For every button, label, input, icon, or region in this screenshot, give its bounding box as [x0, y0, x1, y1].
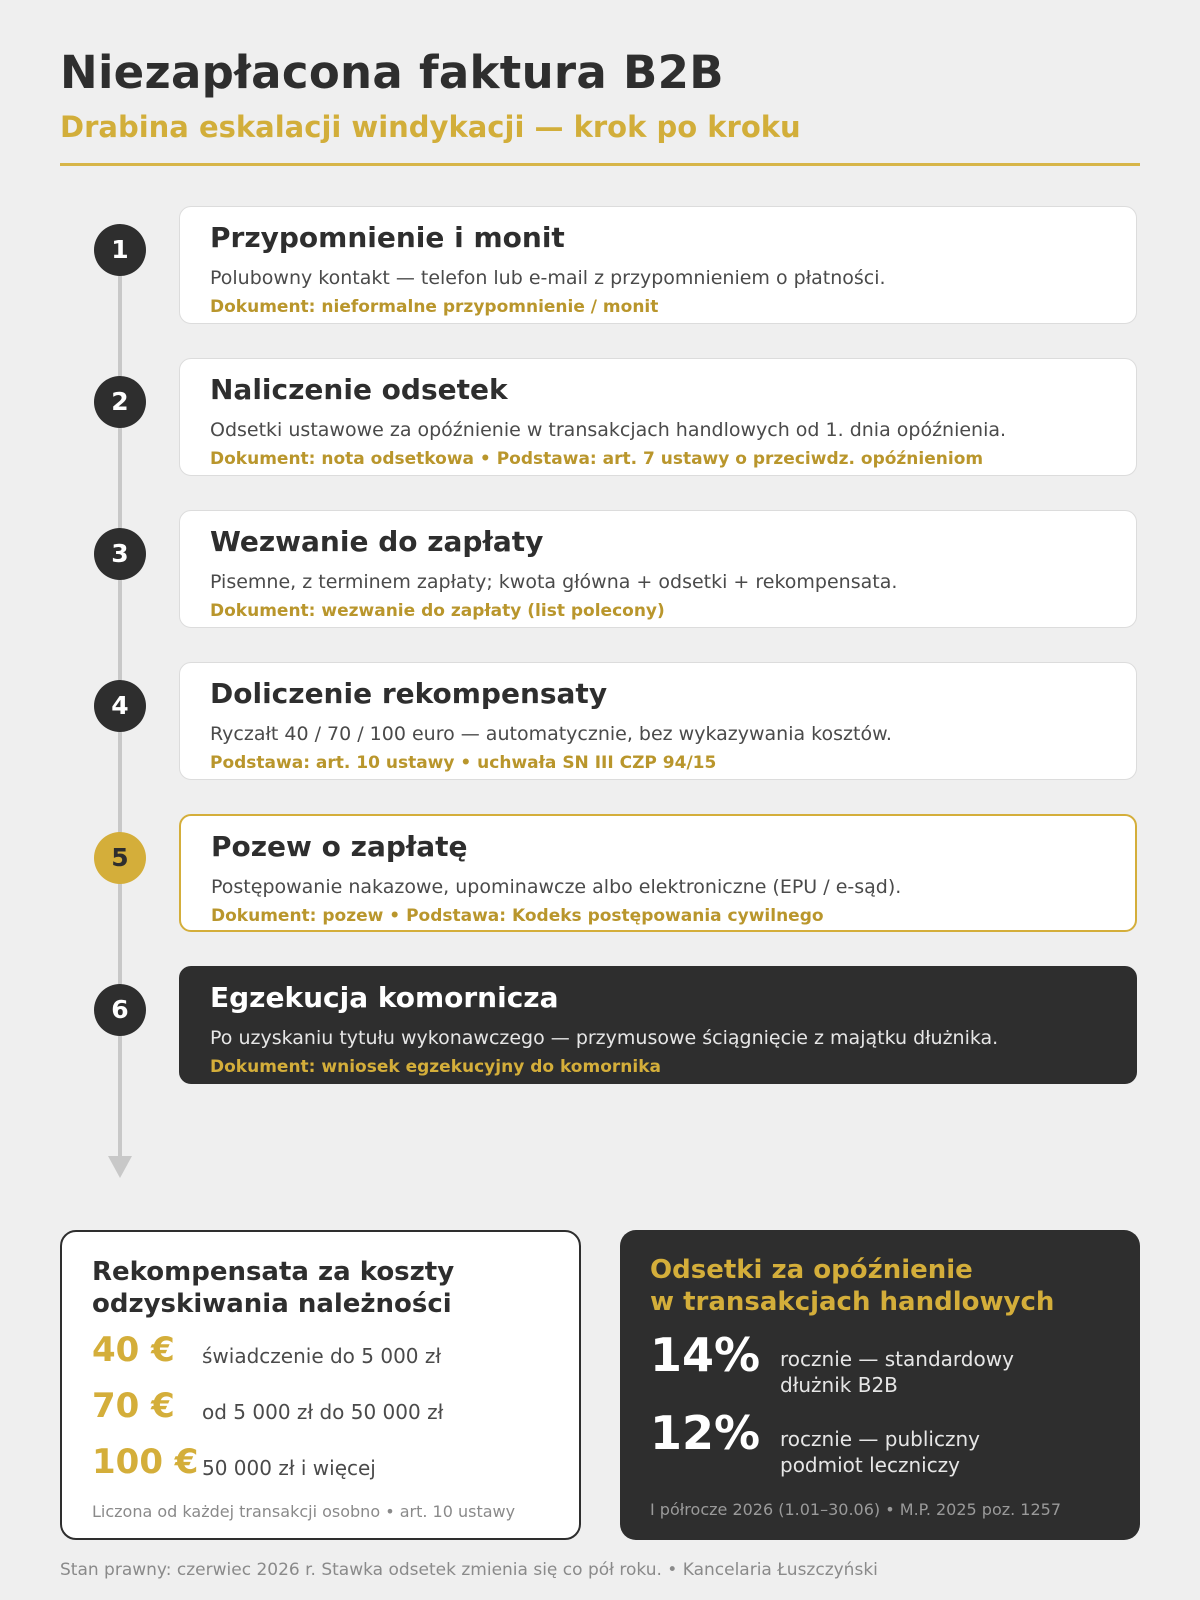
step-card-6	[179, 966, 1137, 1084]
step-document: Dokument: pozew • Podstawa: Kodeks postępowania cywilnego	[211, 906, 824, 926]
step-description: Polubowny kontakt — telefon lub e-mail z przypomnieniem o płatności.	[210, 267, 886, 289]
step-number-3: 3	[94, 528, 146, 580]
step-document: Dokument: wniosek egzekucyjny do komornika	[210, 1057, 661, 1077]
compensation-amount: 70 €	[92, 1386, 175, 1426]
compensation-box	[60, 1230, 581, 1540]
compensation-tier-desc: od 5 000 zł do 50 000 zł	[202, 1400, 444, 1424]
step-number-6: 6	[94, 984, 146, 1036]
interest-title-line: Odsetki za opóźnienie	[650, 1255, 973, 1285]
interest-rate: 14%	[650, 1328, 761, 1382]
step-title: Doliczenie rekompensaty	[210, 677, 608, 710]
step-card-4	[179, 662, 1137, 780]
step-description: Postępowanie nakazowe, upominawcze albo elektroniczne (EPU / e-sąd).	[211, 876, 902, 898]
step-description: Odsetki ustawowe za opóźnienie w transakcjach handlowych od 1. dnia opóźnienia.	[210, 419, 1007, 441]
step-document: Dokument: nota odsetkowa • Podstawa: art. 7 ustawy o przeciwdz. opóźnieniom	[210, 449, 984, 469]
compensation-title	[92, 1256, 454, 1320]
compensation-title-line: Rekompensata za koszty	[92, 1257, 455, 1287]
compensation-title-line: odzyskiwania należności	[92, 1289, 452, 1319]
compensation-note: Liczona od każdej transakcji osobno • art. 10 ustawy	[92, 1502, 516, 1521]
step-card-3	[179, 510, 1137, 628]
step-description: Ryczałt 40 / 70 / 100 euro — automatycznie, bez wykazywania kosztów.	[210, 723, 892, 745]
step-card-1	[179, 206, 1137, 324]
rate-desc-line: dłużnik B2B	[780, 1373, 898, 1397]
step-card-5	[179, 814, 1137, 932]
interest-title	[650, 1254, 1054, 1318]
rate-desc-line: rocznie — standardowy	[780, 1347, 1014, 1371]
step-description: Pisemne, z terminem zapłaty; kwota główna + odsetki + rekompensata.	[210, 571, 898, 593]
rate-desc-line: rocznie — publiczny	[780, 1427, 980, 1451]
step-document: Dokument: nieformalne przypomnienie / monit	[210, 297, 659, 317]
interest-title-line: w transakcjach handlowych	[650, 1287, 1055, 1317]
step-title: Pozew o zapłatę	[211, 830, 468, 863]
step-number-1: 1	[94, 224, 146, 276]
step-card-2	[179, 358, 1137, 476]
interest-box	[620, 1230, 1140, 1540]
interest-note: I półrocze 2026 (1.01–30.06) • M.P. 2025 poz. 1257	[650, 1500, 1062, 1519]
step-number-4: 4	[94, 680, 146, 732]
step-document: Podstawa: art. 10 ustawy • uchwała SN III CZP 94/15	[210, 753, 717, 773]
step-title: Wezwanie do zapłaty	[210, 525, 544, 558]
step-document: Dokument: wezwanie do zapłaty (list polecony)	[210, 601, 665, 621]
step-number-5: 5	[94, 832, 146, 884]
interest-rate-desc	[780, 1346, 1014, 1398]
page-title: Niezapłacona faktura B2B	[60, 46, 724, 99]
header-divider	[60, 163, 1140, 166]
step-number-2: 2	[94, 376, 146, 428]
compensation-tier-desc: 50 000 zł i więcej	[202, 1456, 376, 1480]
interest-rate-desc	[780, 1426, 980, 1478]
step-title: Przypomnienie i monit	[210, 221, 565, 254]
step-title: Naliczenie odsetek	[210, 373, 508, 406]
compensation-amount: 100 €	[92, 1442, 199, 1482]
interest-rate: 12%	[650, 1406, 761, 1460]
compensation-amount: 40 €	[92, 1330, 175, 1370]
footer-note: Stan prawny: czerwiec 2026 r. Stawka odsetek zmienia się co pół roku. • Kancelaria Łuszczyński	[60, 1560, 878, 1580]
compensation-tier-desc: świadczenie do 5 000 zł	[202, 1344, 442, 1368]
step-description: Po uzyskaniu tytułu wykonawczego — przymusowe ściągnięcie z majątku dłużnika.	[210, 1027, 999, 1049]
page-subtitle: Drabina eskalacji windykacji — krok po kroku	[60, 110, 801, 144]
rate-desc-line: podmiot leczniczy	[780, 1453, 961, 1477]
step-title: Egzekucja komornicza	[210, 981, 559, 1014]
timeline-arrow-icon	[108, 1156, 132, 1178]
